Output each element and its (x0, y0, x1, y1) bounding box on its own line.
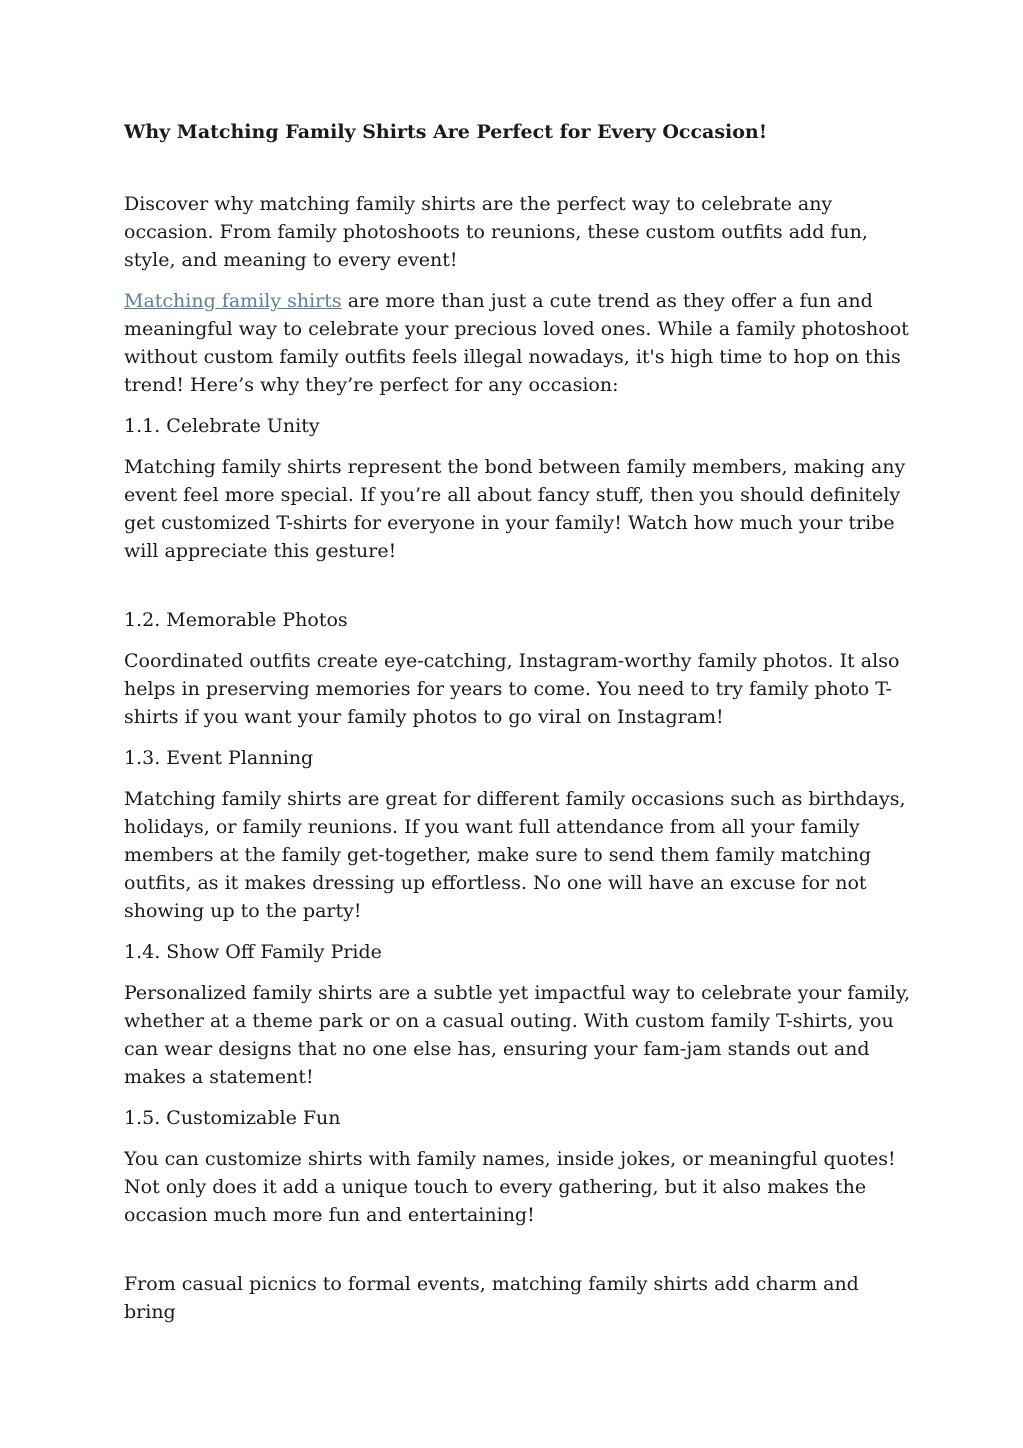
section-body-3: Matching family shirts are great for different family occasions such as birthdays, holidays, or family reunions. If you want full attendance from all your family members at the family get-together, make sure to send them family matching outfits, as it makes dressing up effortless. No one will have an excuse for not showing up to the party! (124, 788, 906, 922)
document-page (124, 118, 914, 1339)
section-heading-4: 1.4. Show Off Family Pride (124, 941, 382, 963)
intro-paragraph: Discover why matching family shirts are the perfect way to celebrate any occasion. From family photoshoots to reunions, these custom outfits add fun, style, and meaning to every event! (124, 193, 868, 271)
link-paragraph (124, 287, 914, 399)
section-body-1: Matching family shirts represent the bond between family members, making any event feel more special. If you’re all about fancy stuff, then you should definitely get customized T-shirts for everyone in your family! Watch how much your tribe will appreciate this gesture! (124, 456, 906, 562)
document-title: Why Matching Family Shirts Are Perfect for Every Occasion! (124, 121, 768, 143)
section-heading-2: 1.2. Memorable Photos (124, 609, 348, 631)
matching-family-shirts-link[interactable]: Matching family shirts (124, 290, 342, 312)
closing-paragraph: From casual picnics to formal events, matching family shirts add charm and bring (124, 1273, 859, 1323)
section-heading-5: 1.5. Customizable Fun (124, 1107, 341, 1129)
section-heading-3: 1.3. Event Planning (124, 747, 314, 769)
section-body-2: Coordinated outfits create eye-catching, Instagram-worthy family photos. It also helps in preserving memories for years to come. You need to try family photo T-shirts if you want your family photos to go viral on Instagram! (124, 650, 900, 728)
section-body-4: Personalized family shirts are a subtle yet impactful way to celebrate your family, whether at a theme park or on a casual outing. With custom family T-shirts, you can wear designs that no one else has, ensuring your fam-jam stands out and makes a statement! (124, 982, 911, 1088)
link-paragraph-text: are more than just a cute trend as they offer a fun and meaningful way to celebrate your precious loved ones. While a family photoshoot without custom family outfits feels illegal nowadays, it's high time to hop on this trend! Here’s why they’re perfect for any occasion: (124, 290, 909, 396)
section-body-5: You can customize shirts with family names, inside jokes, or meaningful quotes! Not only does it add a unique touch to every gathering, but it also makes the occasion much more fun and entertaining! (124, 1148, 896, 1226)
section-heading-1: 1.1. Celebrate Unity (124, 415, 320, 437)
